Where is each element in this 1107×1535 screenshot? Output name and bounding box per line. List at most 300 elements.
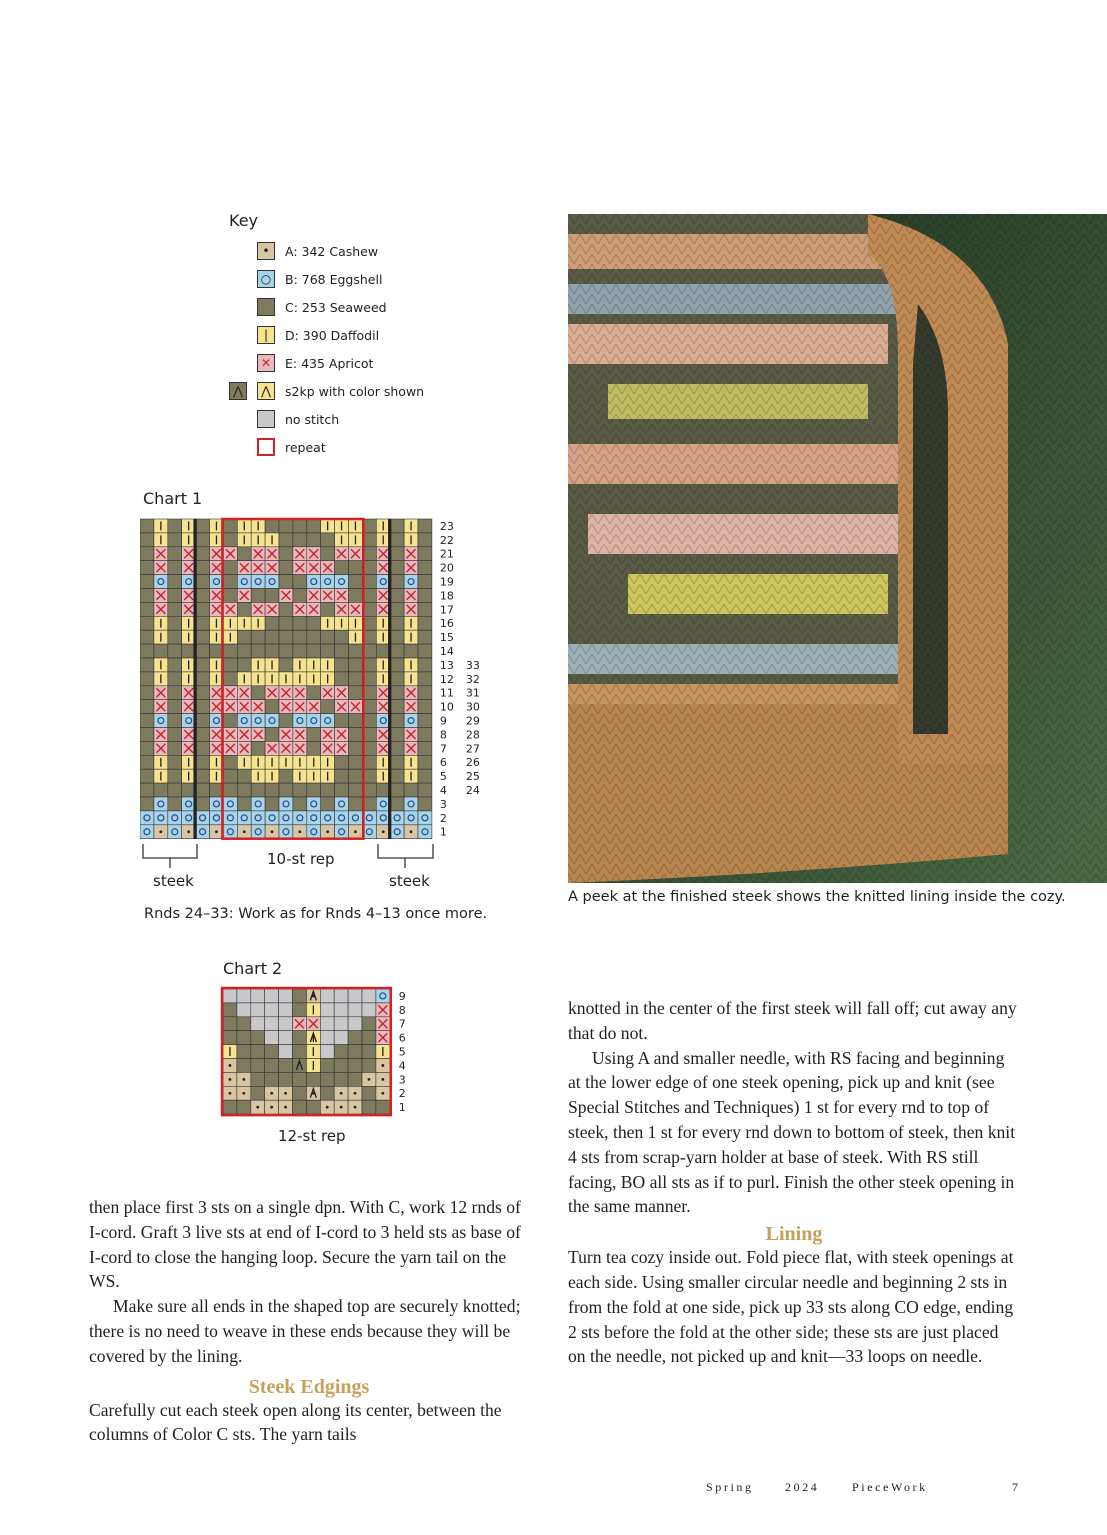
chart-cell xyxy=(251,1017,265,1031)
chart-cell xyxy=(279,769,293,783)
chart-cell xyxy=(335,769,349,783)
chart1-row-number: 9 xyxy=(439,714,447,728)
chart1-row-number: 7 xyxy=(439,742,447,756)
chart-cell xyxy=(223,519,237,533)
chart2-row-number: 8 xyxy=(398,1003,406,1017)
chart-cell xyxy=(307,783,321,797)
chart2-row-number: 6 xyxy=(398,1031,406,1045)
chart1-row-number-extra: 26 xyxy=(465,756,480,770)
chart-cell xyxy=(349,811,363,825)
chart-cell xyxy=(251,1031,265,1045)
chart-cell xyxy=(418,658,432,672)
chart1-note: Rnds 24–33: Work as for Rnds 4–13 once more. xyxy=(144,906,488,922)
chart-cell xyxy=(237,1059,251,1073)
chart-cell xyxy=(140,714,154,728)
chart-cell xyxy=(251,589,265,603)
chart-cell xyxy=(237,1003,251,1017)
chart-cell xyxy=(168,755,182,769)
chart-symbol xyxy=(298,830,301,833)
chart-cell xyxy=(237,1031,251,1045)
chart-cell xyxy=(418,616,432,630)
chart1-row-number: 17 xyxy=(439,603,454,617)
chart-cell xyxy=(154,644,168,658)
chart-cell xyxy=(334,989,348,1003)
chart-cell xyxy=(196,589,210,603)
chart-cell xyxy=(307,686,321,700)
chart-cell xyxy=(348,1072,362,1086)
chart-cell xyxy=(335,811,349,825)
key-label: B: 768 Eggshell xyxy=(285,271,383,287)
chart-cell xyxy=(251,1072,265,1086)
chart-cell xyxy=(251,741,265,755)
chart-cell xyxy=(418,797,432,811)
chart-cell xyxy=(334,1045,348,1059)
chart-cell xyxy=(390,575,404,589)
chart-cell xyxy=(349,561,363,575)
chart-cell xyxy=(307,741,321,755)
chart-cell xyxy=(418,755,432,769)
chart-cell xyxy=(334,1003,348,1017)
chart-cell xyxy=(293,616,307,630)
key-swatch-dark: ⋀ xyxy=(229,382,247,400)
chart-cell xyxy=(418,672,432,686)
chart-symbol xyxy=(229,1092,232,1095)
chart-cell xyxy=(237,575,251,589)
chart-cell xyxy=(418,783,432,797)
chart-symbol xyxy=(326,1106,329,1109)
chart-cell xyxy=(390,755,404,769)
chart-cell xyxy=(348,1003,362,1017)
chart-cell xyxy=(168,630,182,644)
chart-cell xyxy=(168,783,182,797)
chart-cell xyxy=(390,547,404,561)
chart1-row-number-extra: 28 xyxy=(465,728,480,742)
chart-cell xyxy=(251,630,265,644)
chart-cell xyxy=(168,714,182,728)
chart-cell xyxy=(293,575,307,589)
chart-cell xyxy=(349,575,363,589)
chart-cell xyxy=(140,825,154,839)
chart-cell xyxy=(237,1100,251,1114)
chart-cell xyxy=(196,769,210,783)
chart-symbol xyxy=(354,1106,357,1109)
chart-cell xyxy=(348,1017,362,1031)
chart-cell xyxy=(418,811,432,825)
chart-cell xyxy=(196,741,210,755)
chart-cell xyxy=(404,575,418,589)
chart-cell xyxy=(320,1059,334,1073)
chart-cell xyxy=(223,658,237,672)
chart-cell xyxy=(307,533,321,547)
chart-cell xyxy=(335,644,349,658)
chart-cell xyxy=(349,589,363,603)
footer-year: 2024 xyxy=(785,1480,820,1494)
chart-cell xyxy=(237,769,251,783)
chart-cell xyxy=(223,589,237,603)
chart-cell xyxy=(237,1017,251,1031)
chart1-row-number: 12 xyxy=(439,672,454,686)
chart-cell xyxy=(321,575,335,589)
chart-symbol xyxy=(354,1092,357,1095)
chart-cell xyxy=(307,797,321,811)
chart-cell xyxy=(140,741,154,755)
chart-cell xyxy=(196,630,210,644)
chart-cell xyxy=(349,658,363,672)
chart-cell xyxy=(223,1031,237,1045)
chart-cell xyxy=(237,989,251,1003)
chart-cell xyxy=(390,616,404,630)
chart-cell xyxy=(321,783,335,797)
chart-cell xyxy=(362,1003,376,1017)
chart-cell xyxy=(321,700,335,714)
chart-cell xyxy=(390,533,404,547)
chart1-row-number: 22 xyxy=(439,533,454,547)
chart-cell xyxy=(418,741,432,755)
photo-caption: A peek at the finished steek shows the knitted lining inside the cozy. xyxy=(568,889,1066,905)
chart-cell xyxy=(390,672,404,686)
steek-right-bracket xyxy=(378,844,433,858)
heading-steek-edgings: Steek Edgings xyxy=(248,1375,370,1398)
chart-cell xyxy=(334,1017,348,1031)
chart-cell xyxy=(362,1045,376,1059)
chart-cell xyxy=(168,797,182,811)
chart-cell xyxy=(154,797,168,811)
chart1-row-number-extra: 32 xyxy=(465,672,480,686)
chart-cell xyxy=(418,825,432,839)
footer-page-number: 7 xyxy=(1012,1480,1021,1494)
chart-cell xyxy=(140,519,154,533)
chart-cell xyxy=(279,1072,293,1086)
chart-cell xyxy=(251,811,265,825)
chart-cell xyxy=(140,728,154,742)
chart-cell xyxy=(320,1017,334,1031)
chart-cell xyxy=(334,1059,348,1073)
chart-cell xyxy=(140,575,154,589)
chart-cell xyxy=(334,1072,348,1086)
chart1-rep-label: 10-st rep xyxy=(267,850,335,868)
chart-cell xyxy=(307,811,321,825)
chart1-row-number: 2 xyxy=(439,811,447,825)
chart-cell xyxy=(168,644,182,658)
chart-cell xyxy=(223,533,237,547)
chart1-row-number-extra: 25 xyxy=(465,770,480,784)
chart-cell xyxy=(140,561,154,575)
chart-cell xyxy=(307,616,321,630)
chart-cell xyxy=(265,700,279,714)
chart-cell xyxy=(293,1072,307,1086)
chart-symbol xyxy=(284,1106,287,1109)
chart-cell xyxy=(223,755,237,769)
chart-cell xyxy=(279,1017,293,1031)
chart2-row-number: 3 xyxy=(398,1073,406,1087)
chart-symbol xyxy=(368,1078,371,1081)
chart-symbol xyxy=(256,1106,259,1109)
chart-cell xyxy=(418,644,432,658)
right-paragraph-3: Turn tea cozy inside out. Fold piece flat, with steek openings at each side. Using smaller circular needle and beginning 2 sts in from the fold at one side, pick up 33 sts along CO edge, ending 2 sts before the fold at the other side; these sts are just placed on the needle, not picked up and knit—33 loops on needle. xyxy=(568,1247,1014,1367)
key-label: D: 390 Daffodil xyxy=(285,327,380,343)
chart1-row-number: 21 xyxy=(439,547,454,561)
chart-cell xyxy=(223,811,237,825)
chart-cell xyxy=(279,825,293,839)
chart-cell xyxy=(237,630,251,644)
chart-cell xyxy=(404,797,418,811)
chart-cell xyxy=(265,1045,279,1059)
chart1-row-number: 18 xyxy=(439,589,454,603)
chart-cell xyxy=(168,825,182,839)
chart-cell xyxy=(223,989,237,1003)
chart-cell xyxy=(279,658,293,672)
chart-cell xyxy=(265,783,279,797)
chart-cell xyxy=(390,602,404,616)
chart-cell xyxy=(196,672,210,686)
chart1-row-number: 23 xyxy=(439,519,454,533)
chart-cell xyxy=(237,602,251,616)
chart-symbol xyxy=(159,830,162,833)
key-label: C: 253 Seaweed xyxy=(285,299,387,315)
chart-cell xyxy=(349,686,363,700)
chart-cell xyxy=(307,519,321,533)
chart-cell xyxy=(404,783,418,797)
chart-cell xyxy=(140,644,154,658)
chart-cell xyxy=(362,1100,376,1114)
chart-cell xyxy=(390,825,404,839)
chart-symbol xyxy=(381,1064,384,1067)
chart-cell xyxy=(418,700,432,714)
key-label: no stitch xyxy=(285,411,340,427)
chart-cell xyxy=(196,547,210,561)
chart-cell xyxy=(196,519,210,533)
chart-cell xyxy=(168,811,182,825)
chart-cell xyxy=(265,1031,279,1045)
chart-cell xyxy=(265,616,279,630)
chart-cell xyxy=(390,561,404,575)
chart-cell xyxy=(390,630,404,644)
chart-cell xyxy=(335,825,349,839)
chart-cell xyxy=(140,630,154,644)
chart-cell xyxy=(306,1072,320,1086)
chart-cell xyxy=(418,561,432,575)
chart-cell xyxy=(390,700,404,714)
chart-cell xyxy=(223,769,237,783)
chart-cell xyxy=(237,1045,251,1059)
chart1-steek-left: steek xyxy=(153,872,194,890)
chart-cell xyxy=(279,1003,293,1017)
right-paragraph-2: Using A and smaller needle, with RS facing and beginning at the lower edge of one steek opening, pick up and knit (see Special Stitches and Techniques) 1 st for every rnd to top of steek, then 1 st for every rnd down to bottom of steek, then knit 4 sts from scrap-yarn holder at base of steek. With RS still facing, BO all sts as if to purl. Finish the other steek opening in the same manner. xyxy=(568,1047,1016,1217)
key-label: repeat xyxy=(285,439,326,455)
chart-symbol xyxy=(326,830,329,833)
chart-cell xyxy=(237,658,251,672)
chart-cell xyxy=(390,658,404,672)
chart-cell xyxy=(265,714,279,728)
chart-cell xyxy=(418,575,432,589)
right-paragraph-1: knotted in the center of the first steek will fall off; cut away any that do not. xyxy=(568,998,1017,1043)
chart-cell xyxy=(293,1045,307,1059)
chart-cell xyxy=(265,1072,279,1086)
chart-cell xyxy=(154,575,168,589)
chart-cell xyxy=(349,672,363,686)
chart-symbol xyxy=(340,1106,343,1109)
chart-cell xyxy=(140,811,154,825)
chart-cell xyxy=(349,741,363,755)
chart-cell xyxy=(279,644,293,658)
chart-cell xyxy=(279,575,293,589)
chart-symbol xyxy=(270,1106,273,1109)
chart-symbol xyxy=(340,1092,343,1095)
chart-cell xyxy=(293,1100,307,1114)
chart-cell xyxy=(390,741,404,755)
chart2-row-number: 1 xyxy=(398,1101,406,1115)
chart-cell xyxy=(251,797,265,811)
chart-symbol xyxy=(382,830,385,833)
chart-cell xyxy=(307,630,321,644)
chart-cell xyxy=(362,1031,376,1045)
chart-cell xyxy=(349,714,363,728)
chart-cell xyxy=(265,728,279,742)
chart-cell xyxy=(140,783,154,797)
chart-cell xyxy=(293,714,307,728)
chart1-row-number: 1 xyxy=(439,825,447,839)
chart2-row-number: 9 xyxy=(398,989,406,1003)
chart-cell xyxy=(140,769,154,783)
chart1-row-number: 11 xyxy=(439,686,454,700)
chart-cell xyxy=(265,1017,279,1031)
chart-cell xyxy=(349,644,363,658)
chart-cell xyxy=(223,672,237,686)
footer-brand: PieceWork xyxy=(852,1480,928,1494)
chart-cell xyxy=(335,575,349,589)
chart-cell xyxy=(251,575,265,589)
chart2-row-number: 5 xyxy=(398,1045,406,1059)
left-paragraph-2: Make sure all ends in the shaped top are securely knotted; there is no need to weave in these ends because they will be covered by the lining. xyxy=(89,1296,521,1366)
chart-cell xyxy=(390,644,404,658)
chart-cell xyxy=(168,700,182,714)
chart-symbol xyxy=(381,1078,384,1081)
chart-cell xyxy=(321,630,335,644)
chart-cell xyxy=(237,811,251,825)
chart-cell xyxy=(251,644,265,658)
chart-cell xyxy=(168,575,182,589)
chart-symbol xyxy=(229,1064,232,1067)
chart-cell xyxy=(196,811,210,825)
chart-cell xyxy=(293,589,307,603)
chart-cell xyxy=(279,1045,293,1059)
chart-cell xyxy=(307,825,321,839)
chart-cell xyxy=(196,644,210,658)
chart-cell xyxy=(168,658,182,672)
chart-cell xyxy=(251,989,265,1003)
chart1-steek-right: steek xyxy=(389,872,430,890)
chart-cell xyxy=(349,755,363,769)
chart-symbol xyxy=(270,1092,273,1095)
chart-cell xyxy=(307,644,321,658)
chart-cell xyxy=(168,589,182,603)
chart-symbol xyxy=(284,1092,287,1095)
chart-cell xyxy=(140,533,154,547)
key-label: A: 342 Cashew xyxy=(285,243,379,259)
chart-cell xyxy=(293,1086,307,1100)
chart-cell xyxy=(335,630,349,644)
chart-cell xyxy=(168,561,182,575)
chart-cell xyxy=(196,686,210,700)
key-swatch xyxy=(257,410,275,428)
chart1-row-number-extra: 30 xyxy=(465,700,480,714)
chart-cell xyxy=(140,672,154,686)
chart-cell xyxy=(251,1086,265,1100)
chart-cell xyxy=(320,1072,334,1086)
chart1-row-number: 10 xyxy=(439,700,454,714)
chart-cell xyxy=(223,561,237,575)
chart-cell xyxy=(390,589,404,603)
chart-cell xyxy=(265,797,279,811)
chart-cell xyxy=(196,728,210,742)
chart-symbol xyxy=(410,830,413,833)
chart-cell xyxy=(390,714,404,728)
chart-cell xyxy=(265,630,279,644)
chart-cell xyxy=(168,728,182,742)
chart-cell xyxy=(376,989,390,1003)
key-swatch xyxy=(257,438,275,456)
chart-cell xyxy=(223,797,237,811)
key-swatch: ○ xyxy=(257,270,275,288)
key-swatch: | xyxy=(257,326,275,344)
chart2-row-number: 7 xyxy=(398,1017,406,1031)
chart1-row-number: 3 xyxy=(439,797,447,811)
chart2-title: Chart 2 xyxy=(223,959,283,978)
chart-cell xyxy=(196,533,210,547)
chart-cell xyxy=(168,672,182,686)
chart-cell xyxy=(154,714,168,728)
chart2-rep-label: 12-st rep xyxy=(278,1127,346,1145)
chart-cell xyxy=(349,769,363,783)
chart-cell xyxy=(154,811,168,825)
chart-cell xyxy=(279,1031,293,1045)
chart-cell xyxy=(293,797,307,811)
chart-cell xyxy=(390,811,404,825)
chart-cell xyxy=(265,811,279,825)
chart-cell xyxy=(321,797,335,811)
chart-cell xyxy=(348,1059,362,1073)
steek-left-bracket xyxy=(143,844,197,858)
chart-cell xyxy=(320,1003,334,1017)
chart-cell xyxy=(251,1059,265,1073)
chart-cell xyxy=(349,797,363,811)
chart-cell xyxy=(168,616,182,630)
chart-cell xyxy=(196,714,210,728)
chart-cell xyxy=(307,575,321,589)
chart-cell xyxy=(237,644,251,658)
chart-cell xyxy=(321,714,335,728)
chart-cell xyxy=(320,989,334,1003)
chart1-row-number-extra: 31 xyxy=(465,686,480,700)
chart-cell xyxy=(140,686,154,700)
chart-symbol xyxy=(271,830,274,833)
chart-cell xyxy=(196,575,210,589)
chart-cell xyxy=(251,1045,265,1059)
chart-cell xyxy=(293,811,307,825)
chart-cell xyxy=(349,783,363,797)
chart-cell xyxy=(404,644,418,658)
chart-cell xyxy=(279,519,293,533)
chart-cell xyxy=(293,783,307,797)
footer-season: Spring xyxy=(706,1480,754,1494)
chart-cell xyxy=(306,1100,320,1114)
chart-cell xyxy=(223,1003,237,1017)
chart-cell xyxy=(348,989,362,1003)
chart-cell xyxy=(140,547,154,561)
chart-cell xyxy=(237,547,251,561)
chart-cell xyxy=(279,714,293,728)
chart-cell xyxy=(223,783,237,797)
